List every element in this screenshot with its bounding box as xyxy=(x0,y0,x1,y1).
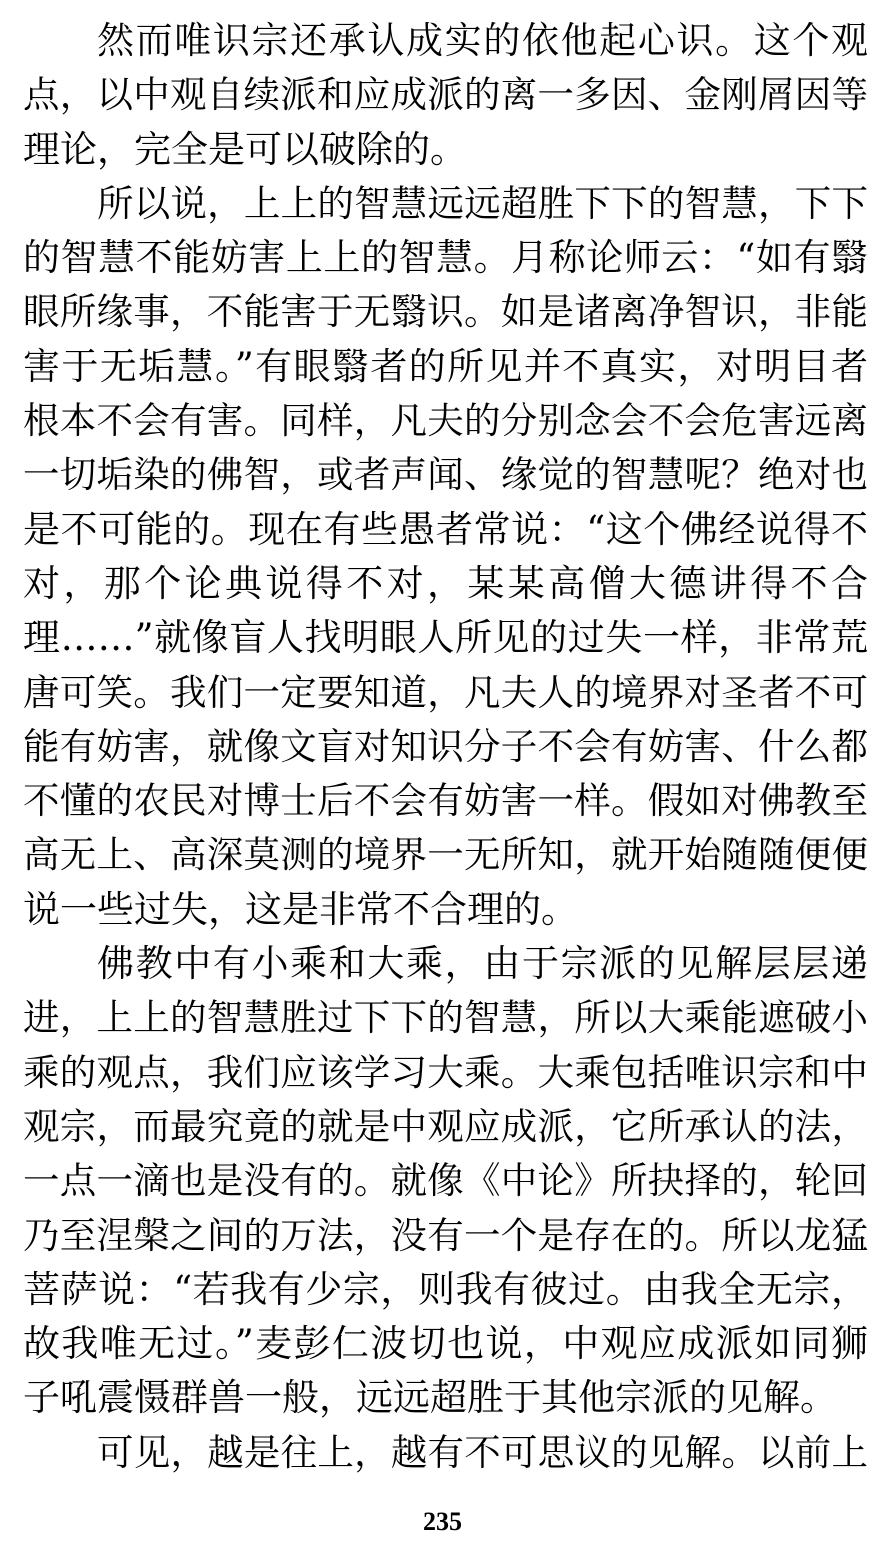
text-line: 眼所缘事，不能害于无翳识。如是诸离净智识，非能 xyxy=(23,290,868,334)
text-line: 唐可笑。我们一定要知道，凡夫人的境界对圣者不可 xyxy=(23,670,868,714)
text-line: 说一些过失，这是非常不合理的。 xyxy=(23,887,578,931)
text-line: 所以说，上上的智慧远远超胜下下的智慧，下下 xyxy=(97,181,868,225)
text-line: 一点一滴也是没有的。就像《中论》所抉择的，轮回 xyxy=(23,1159,868,1203)
text-line: 理论，完全是可以破除的。 xyxy=(23,127,467,171)
text-line: 对，那个论典说得不对，某某高僧大德讲得不合 xyxy=(23,561,868,605)
text-line: 故我唯无过。”麦彭仁波切也说，中观应成派如同狮 xyxy=(23,1322,868,1366)
text-line: 菩萨说：“若我有少宗，则我有彼过。由我全无宗， xyxy=(23,1267,868,1311)
text-line: 的智慧不能妨害上上的智慧。月称论师云：“如有翳 xyxy=(23,236,868,280)
page-number: 235 xyxy=(423,1507,462,1536)
paragraph xyxy=(23,937,868,1426)
text-line: 根本不会有害。同样，凡夫的分别念会不会危害远离 xyxy=(23,399,868,443)
text-line: 高无上、高深莫测的境界一无所知，就开始随随便便 xyxy=(23,833,868,877)
paragraph xyxy=(23,1426,868,1480)
text-line: 害于无垢慧。”有眼翳者的所见并不真实，对明目者 xyxy=(23,344,868,388)
paragraph xyxy=(23,177,868,937)
text-line: 能有妨害，就像文盲对知识分子不会有妨害、什么都 xyxy=(23,724,868,768)
text-line: 子吼震慑群兽一般，远远超胜于其他宗派的见解。 xyxy=(23,1376,837,1420)
body-text xyxy=(23,14,868,1480)
text-line: 是不可能的。现在有些愚者常说：“这个佛经说得不 xyxy=(23,507,868,551)
text-line: 乃至涅槃之间的万法，没有一个是存在的。所以龙猛 xyxy=(23,1213,868,1257)
text-line: 佛教中有小乘和大乘，由于宗派的见解层层递 xyxy=(97,942,868,986)
text-line: 点，以中观自续派和应成派的离一多因、金刚屑因等 xyxy=(23,73,868,117)
text-line: 进，上上的智慧胜过下下的智慧，所以大乘能遮破小 xyxy=(23,996,868,1040)
text-line: 理……”就像盲人找明眼人所见的过失一样，非常荒 xyxy=(23,616,868,660)
text-line: 然而唯识宗还承认成实的依他起心识。这个观 xyxy=(97,19,868,62)
paragraph xyxy=(23,14,868,177)
text-line: 可见，越是往上，越有不可思议的见解。以前上 xyxy=(97,1430,868,1474)
text-line: 乘的观点，我们应该学习大乘。大乘包括唯识宗和中 xyxy=(23,1050,868,1094)
text-line: 不懂的农民对博士后不会有妨害一样。假如对佛教至 xyxy=(23,779,868,823)
text-line: 一切垢染的佛智，或者声闻、缘觉的智慧呢？绝对也 xyxy=(23,453,868,497)
text-line: 观宗，而最究竟的就是中观应成派，它所承认的法， xyxy=(23,1104,868,1148)
